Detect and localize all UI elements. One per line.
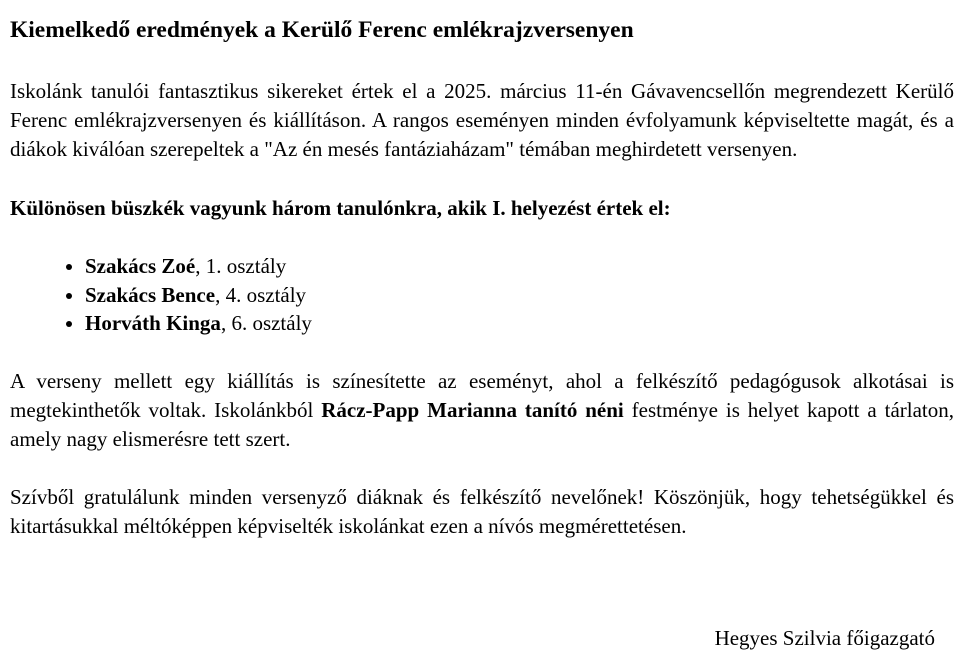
teacher-name: Rácz-Papp Marianna tanító néni xyxy=(321,397,624,422)
winner-grade: , 4. osztály xyxy=(215,282,307,307)
list-item xyxy=(85,281,954,310)
winner-name: Szakács Bence xyxy=(85,282,216,307)
winner-name: Szakács Zoé xyxy=(85,254,196,278)
exhibition-paragraph xyxy=(10,367,954,454)
exhibition-text-after: festménye is helyet kapott a tárlaton, amely nagy elismerésre tett szert. xyxy=(10,397,954,451)
page-title: Kiemelkedő eredmények a Kerülő Ferenc emlékrajzversenyen xyxy=(10,17,634,43)
winner-grade: , 1. osztály xyxy=(195,254,287,278)
winners-list xyxy=(10,252,954,338)
congratulation-paragraph: Szívből gratulálunk minden versenyző diáknak és felkészítő nevelőnek! Köszönjük, hogy tehetségükkel és kitartásukkal méltóképpen képviselték iskolánkat ezen a nívós megmérettetésen. xyxy=(10,484,954,538)
signature: Hegyes Szilvia főigazgató xyxy=(714,626,935,650)
exhibition-text-before: A verseny mellett egy kiállítás is színesítette az eseményt, ahol a felkészítő pedagógusok alkotásai is megtekinthetők voltak. Iskolánkból xyxy=(10,368,954,422)
article xyxy=(10,13,954,541)
winners-heading: Különösen büszkék vagyunk három tanulónkra, akik I. helyezést értek el: xyxy=(10,196,671,220)
winner-name: Horváth Kinga xyxy=(85,311,221,335)
winner-grade: , 6. osztály xyxy=(220,311,312,335)
list-item xyxy=(85,252,954,281)
list-item xyxy=(85,309,954,338)
intro-paragraph: Iskolánk tanulói fantasztikus sikereket értek el a 2025. március 11-én Gávavencsellőn megrendezett Kerülő Ferenc emlékrajzversenyen és kiállításon. A rangos eseményen minden évfolyamunk képviseltette magát, és a diákok kiválóan szerepeltek a "Az én mesés fantáziaházam" témában meghirdetett versenyen. xyxy=(10,79,954,161)
